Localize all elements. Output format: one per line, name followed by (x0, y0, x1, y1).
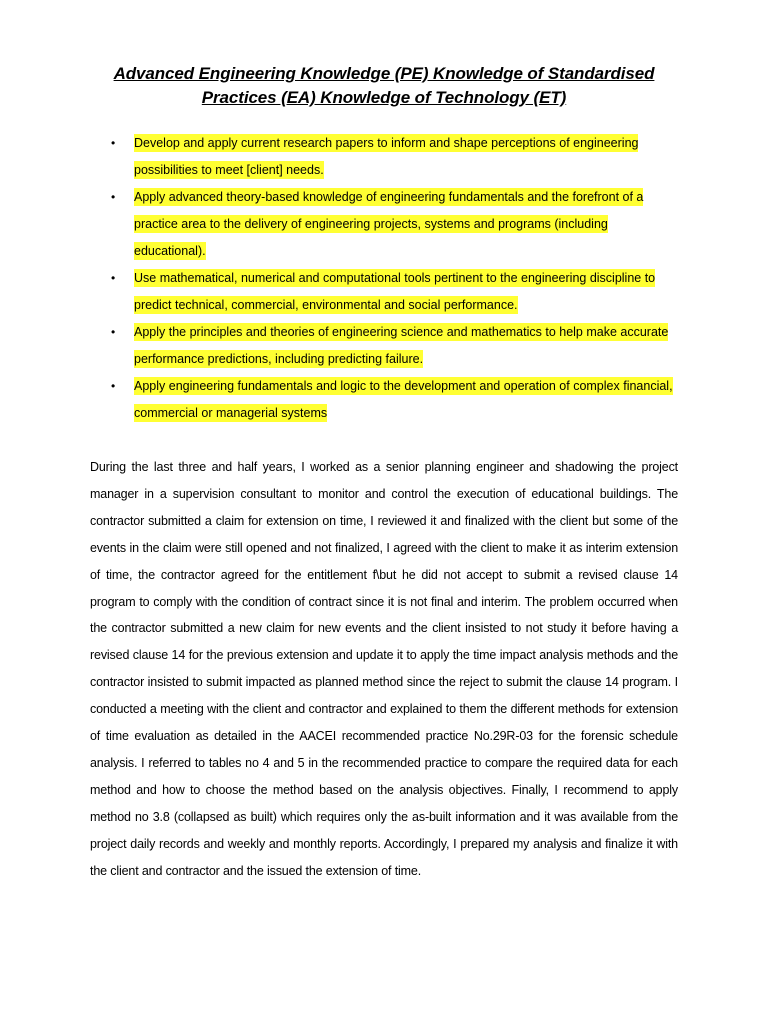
highlighted-bullet-list (90, 130, 678, 427)
bullet-icon: • (111, 325, 116, 339)
bullet-icon: • (111, 190, 116, 204)
list-item-text: Develop and apply current research papers to inform and shape perceptions of engineering possibilities to meet [client] needs. (134, 136, 639, 177)
list-item (111, 265, 678, 319)
bullet-icon: • (111, 379, 116, 393)
bullet-icon: • (111, 271, 116, 285)
list-item (111, 130, 678, 184)
title-line-1: Advanced Engineering Knowledge (PE) Knowledge of Standardised (113, 64, 655, 83)
bullet-icon: • (111, 136, 116, 150)
title-line-2: Practices (EA) Knowledge of Technology (ET) (201, 88, 567, 107)
document-title (90, 62, 678, 110)
list-item-text: Apply the principles and theories of engineering science and mathematics to help make accurate performance predictions, including predicting failure. (134, 325, 669, 366)
list-item-text: Apply advanced theory-based knowledge of engineering fundamentals and the forefront of a practice area to the delivery of engineering projects, systems and programs (including educational). (134, 190, 644, 258)
list-item-text: Use mathematical, numerical and computational tools pertinent to the engineering discipline to predict technical, commercial, environmental and social performance. (134, 271, 656, 312)
list-item (111, 184, 678, 265)
list-item (111, 373, 678, 427)
body-paragraph: During the last three and half years, I worked as a senior planning engineer and shadowing the project manager in a supervision consultant to monitor and control the execution of educational buildings. The contractor submitted a claim for extension on time, I reviewed it and finalized with the client but some of the events in the claim were still opened and not finalized, I agreed with the client to make it as interim extension of time, the contractor agreed for the entitlement f\but he did not accept to submit a revised clause 14 program to comply with the condition of contract since it is not final and interim. The problem occurred when the contractor submitted a new claim for new events and the client insisted to not study it before having a revised clause 14 for the previous extension and update it to apply the time impact analysis methods and the contractor insisted to submit impacted as planned method since the reject to submit the clause 14 program. I conducted a meeting with the client and contractor and explained to them the different methods for extension of time evaluation as detailed in the AACEI recommended practice No.29R-03 for the forensic schedule analysis. I referred to tables no 4 and 5 in the recommended practice to compare the required data for each method and how to choose the method based on the analysis objectives. Finally, I recommend to apply method no 3.8 (collapsed as built) which requires only the as-built information and it was available from the project daily records and weekly and monthly reports. Accordingly, I prepared my analysis and finalize it with the client and contractor and the issued the extension of time. (90, 460, 678, 878)
list-item (111, 319, 678, 373)
list-item-text: Apply engineering fundamentals and logic to the development and operation of complex financial, commercial or managerial systems (134, 379, 673, 420)
